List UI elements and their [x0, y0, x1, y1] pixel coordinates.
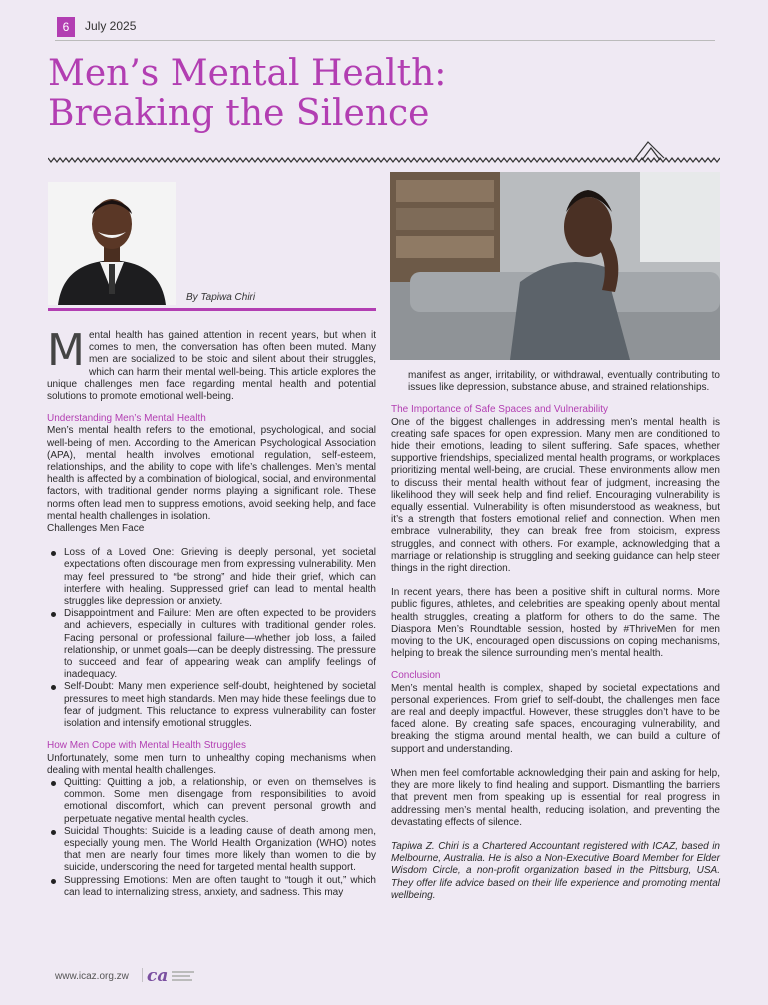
- section-paragraph: Men’s mental health is complex, shaped by societal expectations and personal experiences. From grief to self-doubt, the challenges men face are real and deeply impactful. However, these struggles don’t have to be faced alone. By creating safe spaces, encouraging vulnerability, and breaking the stigma around mental health, we can build a culture of support and understanding.: [391, 682, 720, 755]
- author-bio: Tapiwa Z. Chiri is a Chartered Accountant registered with ICAZ, based in Melbourne, Australia. He is also a Non-Executive Board Member for Elder Wisdom Circle, a non-profit organization based in the Pittsburg, USA. They offer life advice based on their life experience and promoting mental wellbeing.: [391, 840, 720, 901]
- list-item: Quitting: Quitting a job, a relationship, or even on themselves is common. Some men disengage from responsibilities to avoid emotional discomfort, which can prevent personal growth and perpetuate negative mental health cycles.: [64, 776, 376, 825]
- icaz-logo: [142, 966, 202, 989]
- byline-rule: [48, 308, 376, 311]
- section-paragraph: Men’s mental health refers to the emotional, psychological, and social well-being of men. According to the American Psychological Association (APA), mental health involves emotional regulation, self-esteem, relationships, and the ability to cope with life’s challenges. Men’s mental health is affected by a combination of biological, social, and environmental factors, with traditional gender norms playing a significant role. These norms often lead men to suppress emotions, avoid seeking help, and face mental health challenges in isolation.: [47, 425, 376, 522]
- drop-cap: M: [47, 325, 85, 376]
- right-column: [391, 370, 720, 902]
- challenges-list: [47, 547, 376, 730]
- issue-date: July 2025: [85, 19, 137, 33]
- decorative-zigzag-divider: [48, 138, 720, 166]
- section-paragraph: One of the biggest challenges in addressing men’s mental health is creating safe spaces for open expression. Many men are conditioned to hide their emotions, leading to silent suffering. Safe spaces, whether supportive friendships, specialized mental health programs, or workplaces prioritizing mental well-being, are crucial. These environments allow men to discuss their mental health without fear of judgment, increasing the likelihood they will seek help and find relief. Encouraging vulnerability is equally essential. Vulnerability is often misunderstood as weakness, but it’s a strength that fosters emotional relief and connection. When men embrace vulnerability, they can break free from stoicism, express struggles, and connect with others. For example, acknowledging that a marriage or relationship is struggling and seeking guidance can help steer things in the right direction.: [391, 416, 720, 575]
- bullet-continuation: manifest as anger, irritability, or withdrawal, eventually contributing to issues like depression, substance abuse, and strained relationships.: [408, 370, 720, 394]
- intro-text: ental health has gained attention in recent years, but when it comes to men, the conversation has often been muted. Many men are socialized to be stoic and silent about their struggles, which can harm their mental well-being. This article explores the unique challenges men face regarding mental health and potential solutions to promote emotional well-being.: [47, 330, 376, 403]
- list-item: Suicidal Thoughts: Suicide is a leading cause of death among men, especially young men. The World Health Organization (WHO) notes that men are nearly four times more likely than women to die by suicide, underscoring the need for targeted mental health support.: [64, 825, 376, 874]
- section-heading-coping: How Men Cope with Mental Health Struggles: [47, 740, 246, 752]
- header-divider: [55, 40, 715, 41]
- coping-list: [47, 777, 376, 899]
- page-number: 6: [57, 17, 75, 37]
- section-paragraph: When men feel comfortable acknowledging their pain and asking for help, they are more likely to find healing and support. Dismantling the barriers that prevent men from speaking up is essential for real progress in addressing men’s mental health, reducing isolation, and preventing the devastating effects of silence.: [391, 767, 720, 828]
- subheading-challenges: Challenges Men Face: [47, 523, 145, 535]
- intro-paragraph: [47, 325, 376, 403]
- section-heading-understanding: Understanding Men’s Mental Health: [47, 413, 206, 425]
- left-column: [47, 325, 376, 899]
- title-line-1: Men’s Mental Health:: [48, 53, 447, 94]
- logo-text: ca: [147, 966, 169, 984]
- list-item: Loss of a Loved One: Grieving is deeply personal, yet societal expectations often discourage men from expressing vulnerability. Men may feel pressured to “be strong” and hide their grief, which can interfere with healing. Suppressed grief can lead to mental health struggles like depression or anxiety.: [64, 547, 376, 608]
- footer-website[interactable]: www.icaz.org.zw: [55, 971, 129, 982]
- section-paragraph: In recent years, there has been a positive shift in cultural norms. More public figures, athletes, and celebrities are speaking openly about mental health struggles, creating a platform for others to do the same. The Diaspora Men’s Roundtable session, hosted by #ThriveMen for men moving to the UK, encouraged open discussions on coping mechanisms, helping to break the silence surrounding men’s mental health.: [391, 587, 720, 660]
- article-photo-distressed-man: [390, 172, 720, 360]
- article-title: [48, 54, 608, 134]
- author-portrait: [48, 182, 176, 305]
- list-item: Self-Doubt: Many men experience self-doubt, heightened by societal pressures to meet high standards. Men may hide these feelings due to fear of judgment. This reluctance to express vulnerability can foster isolation and intensify emotional struggles.: [64, 681, 376, 730]
- title-line-2: Breaking the Silence: [48, 93, 430, 134]
- list-item: Disappointment and Failure: Men are often expected to be providers and achievers, especially in cultures with traditional gender roles. Facing personal or professional failure—whether job loss, a failed relationship, or unmet goals—can be deeply distressing. The pressure to succeed and fear of appearing weak can amplify feelings of inadequacy.: [64, 608, 376, 681]
- byline: By Tapiwa Chiri: [186, 292, 256, 303]
- list-item: Suppressing Emotions: Men are often taught to “tough it out,” which can lead to internalizing stress, anxiety, and sadness. This may: [64, 874, 376, 898]
- section-paragraph: Unfortunately, some men turn to unhealthy coping mechanisms when dealing with mental health challenges.: [47, 752, 376, 776]
- section-heading-conclusion: Conclusion: [391, 670, 441, 682]
- section-heading-safe-spaces: The Importance of Safe Spaces and Vulnerability: [391, 404, 608, 416]
